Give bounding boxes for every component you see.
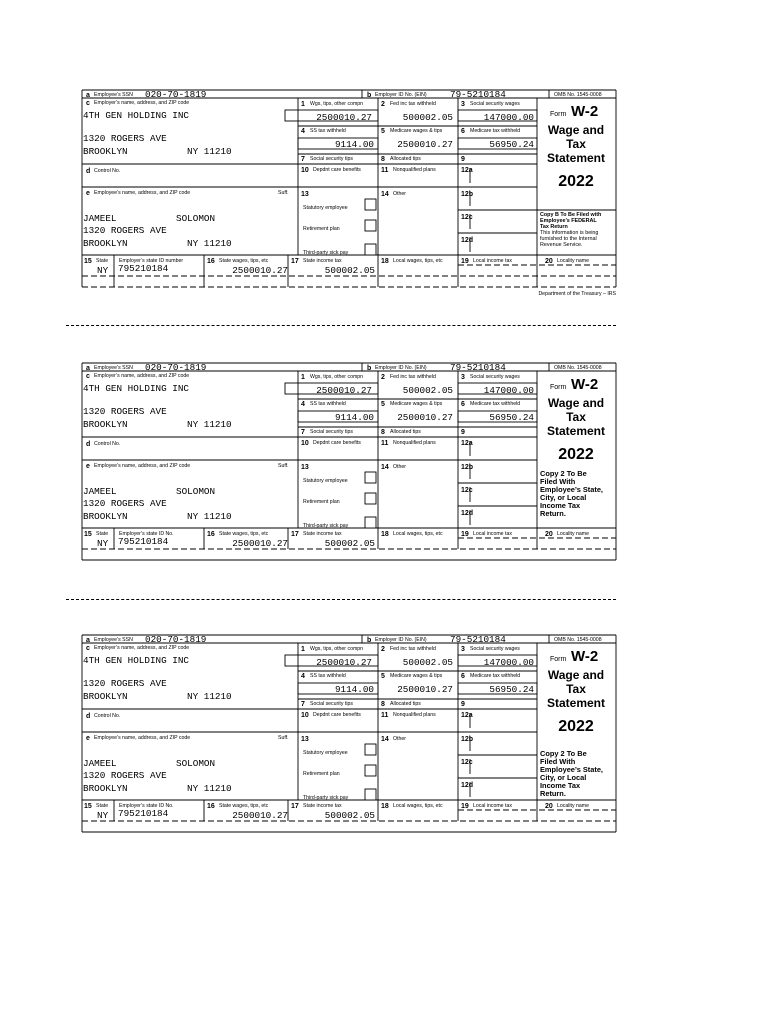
box-c-letter: c [86, 645, 90, 652]
box-a-letter: a [86, 637, 90, 644]
ssn-value: 020-70-1819 [145, 89, 207, 100]
tax-year: 2022 [558, 718, 594, 735]
box-e-letter: e [86, 735, 90, 742]
box8-number: 8 [381, 701, 385, 708]
box15-number: 15 [84, 803, 92, 810]
box18-label: Local wages, tips, etc [393, 531, 443, 537]
statutory-employee-checkbox[interactable] [365, 472, 376, 483]
state-id-value: 795210184 [118, 263, 169, 274]
third-party-sick-pay-checkbox[interactable] [365, 789, 376, 800]
statutory-employee-checkbox[interactable] [365, 744, 376, 755]
ein-value: 79-5210184 [450, 634, 506, 645]
employee-state-zip: NY 11210 [187, 511, 232, 522]
box16-value: 2500010.27 [232, 810, 288, 821]
employee-first-name: JAMEEL [83, 758, 117, 769]
box16-value: 2500010.27 [232, 538, 288, 549]
box4-label: SS tax withheld [310, 128, 346, 134]
box17-label: State income tax [303, 531, 342, 537]
employer-state-zip: NY 11210 [187, 146, 232, 157]
employer-name: 4TH GEN HOLDING INC [83, 655, 190, 666]
box18-label: Local wages, tips, etc [393, 258, 443, 264]
box-a-label: Employee’s SSN [94, 365, 133, 371]
box6-value: 56950.24 [489, 139, 534, 150]
title-line1: Wage and [547, 396, 605, 410]
employee-state-zip: NY 11210 [187, 238, 232, 249]
copy-line4: City, or Local [540, 493, 587, 502]
box6-number: 6 [461, 401, 465, 408]
title-line2: Tax [566, 137, 586, 151]
box9-number: 9 [461, 701, 465, 708]
form-name: W-2 [571, 103, 599, 120]
box8-label: Allocated tips [390, 701, 421, 707]
box1-label: Wgs, tips, other compn [310, 646, 364, 652]
box-b-label: Employer ID No. (EIN) [375, 637, 427, 643]
box20-label: Locality name [557, 531, 590, 537]
box7-number: 7 [301, 701, 305, 708]
box3-label: Social security wages [470, 101, 520, 107]
box16-label: State wages, tips, etc [219, 258, 269, 264]
box3-number: 3 [461, 646, 465, 653]
state-value: NY [97, 810, 109, 821]
box-d-label: Control No. [94, 168, 121, 174]
box2-value: 500002.05 [402, 112, 453, 123]
ein-value: 79-5210184 [450, 362, 506, 373]
box4-label: SS tax withheld [310, 673, 346, 679]
box2-number: 2 [381, 374, 385, 381]
employee-city: BROOKLYN [83, 238, 128, 249]
box9-number: 9 [461, 156, 465, 163]
box5-label: Medicare wages & tips [390, 673, 443, 679]
title-line3: Statement [546, 424, 606, 438]
state-id-value: 795210184 [118, 808, 169, 819]
box19-number: 19 [461, 258, 469, 265]
box14-number: 14 [381, 736, 389, 743]
box19-number: 19 [461, 803, 469, 810]
box5-number: 5 [381, 673, 385, 680]
box4-value: 9114.00 [334, 684, 374, 695]
box16-label: State wages, tips, etc [219, 531, 269, 537]
statutory-employee-label: Statutory employee [303, 478, 348, 484]
retirement-plan-checkbox[interactable] [365, 765, 376, 776]
box-e-letter: e [86, 190, 90, 197]
box7-label: Social security tips [310, 701, 353, 707]
copy-line5: Income Tax [540, 781, 581, 790]
box20-label: Locality name [557, 258, 590, 264]
third-party-sick-pay-label: Third-party sick pay [303, 795, 349, 801]
box8-label: Allocated tips [390, 156, 421, 162]
box7-label: Social security tips [310, 429, 353, 435]
suffix-label: Suff. [278, 463, 289, 469]
box10-number: 10 [301, 440, 309, 447]
box1-number: 1 [301, 101, 305, 108]
box6-label: Medicare tax withheld [470, 673, 521, 679]
tax-year: 2022 [558, 173, 594, 190]
w2-grid [82, 363, 616, 563]
box12b-number: 12b [461, 464, 474, 471]
box17-value: 500002.05 [324, 265, 375, 276]
third-party-sick-pay-checkbox[interactable] [365, 517, 376, 528]
box17-number: 17 [291, 531, 299, 538]
box13-number: 13 [301, 464, 309, 471]
suffix-label: Suff. [278, 735, 289, 741]
omb-number: OMB No. 1545-0008 [554, 637, 602, 643]
suffix-label: Suff. [278, 190, 289, 196]
box3-number: 3 [461, 374, 465, 381]
box3-number: 3 [461, 101, 465, 108]
box-a-label: Employee’s SSN [94, 92, 133, 98]
retirement-plan-label: Retirement plan [303, 499, 340, 505]
box15-label: State [96, 258, 109, 264]
title-line1: Wage and [547, 668, 605, 682]
box1-value: 2500010.27 [316, 112, 372, 123]
box8-label: Allocated tips [390, 429, 421, 435]
box5-label: Medicare wages & tips [390, 401, 443, 407]
state-value: NY [97, 265, 109, 276]
box5-label: Medicare wages & tips [390, 128, 443, 134]
title-line2: Tax [566, 410, 586, 424]
box-c-label: Employer’s name, address, and ZIP code [94, 645, 190, 651]
box15-id-label: Employer’s state ID number [119, 258, 184, 264]
box7-number: 7 [301, 429, 305, 436]
statutory-employee-checkbox[interactable] [365, 199, 376, 210]
box-d-letter: d [86, 168, 91, 175]
ssn-value: 020-70-1819 [145, 634, 207, 645]
box7-number: 7 [301, 156, 305, 163]
box-b-letter: b [367, 92, 372, 99]
copy-line6: Return. [540, 789, 566, 798]
box-c-label: Employer’s name, address, and ZIP code [94, 373, 190, 379]
copy-line1: Copy 2 To Be [540, 749, 587, 758]
box10-number: 10 [301, 712, 309, 719]
box20-label: Locality name [557, 803, 590, 809]
retirement-plan-checkbox[interactable] [365, 493, 376, 504]
tax-year: 2022 [558, 446, 594, 463]
box5-number: 5 [381, 401, 385, 408]
box11-label: Nonqualified plans [393, 167, 436, 173]
box4-value: 9114.00 [334, 412, 374, 423]
box-b-label: Employer ID No. (EIN) [375, 365, 427, 371]
box-c-label: Employer’s name, address, and ZIP code [94, 100, 190, 106]
box14-number: 14 [381, 191, 389, 198]
box20-number: 20 [545, 258, 553, 265]
box5-value: 2500010.27 [397, 139, 453, 150]
box6-label: Medicare tax withheld [470, 401, 521, 407]
retirement-plan-label: Retirement plan [303, 771, 340, 777]
title-line2: Tax [566, 682, 586, 696]
box12d-number: 12d [461, 510, 474, 517]
box15-id-label: Employer’s state ID No. [119, 803, 174, 809]
statutory-employee-label: Statutory employee [303, 205, 348, 211]
box2-number: 2 [381, 101, 385, 108]
copy-line5: furnished to the Internal [540, 236, 597, 242]
w2-form-copy-2-second [82, 635, 616, 835]
box13-number: 13 [301, 736, 309, 743]
box18-label: Local wages, tips, etc [393, 803, 443, 809]
box4-value: 9114.00 [334, 139, 374, 150]
box-a-letter: a [86, 92, 90, 99]
title-line3: Statement [546, 151, 606, 165]
employer-street: 1320 ROGERS AVE [83, 133, 167, 144]
box-b-label: Employer ID No. (EIN) [375, 92, 427, 98]
box16-number: 16 [207, 258, 215, 265]
box-a-label: Employee’s SSN [94, 637, 133, 643]
box15-number: 15 [84, 258, 92, 265]
box12b-number: 12b [461, 736, 474, 743]
box11-label: Nonqualified plans [393, 712, 436, 718]
box5-value: 2500010.27 [397, 684, 453, 695]
box2-label: Fed inc tax withheld [390, 101, 436, 107]
box2-value: 500002.05 [402, 385, 453, 396]
employer-state-zip: NY 11210 [187, 691, 232, 702]
box3-label: Social security wages [470, 374, 520, 380]
box-b-letter: b [367, 637, 372, 644]
form-word: Form [550, 384, 567, 391]
box11-number: 11 [381, 712, 389, 719]
employer-city: BROOKLYN [83, 419, 128, 430]
employer-name: 4TH GEN HOLDING INC [83, 383, 190, 394]
box6-label: Medicare tax withheld [470, 128, 521, 134]
box16-value: 2500010.27 [232, 265, 288, 276]
box12d-number: 12d [461, 782, 474, 789]
title-line3: Statement [546, 696, 606, 710]
box20-number: 20 [545, 803, 553, 810]
box12c-number: 12c [461, 759, 473, 766]
copy-line3: Employee’s State, [540, 485, 603, 494]
state-id-value: 795210184 [118, 536, 169, 547]
box-a-letter: a [86, 365, 90, 372]
box19-label: Local income tax [473, 531, 512, 537]
box14-number: 14 [381, 464, 389, 471]
employer-city: BROOKLYN [83, 146, 128, 157]
box6-value: 56950.24 [489, 684, 534, 695]
employee-city: BROOKLYN [83, 511, 128, 522]
box-c-letter: c [86, 100, 90, 107]
box-e-label: Employee’s name, address, and ZIP code [94, 463, 191, 469]
box2-value: 500002.05 [402, 657, 453, 668]
box12c-number: 12c [461, 214, 473, 221]
employer-name: 4TH GEN HOLDING INC [83, 110, 190, 121]
box17-number: 17 [291, 258, 299, 265]
box12a-number: 12a [461, 167, 473, 174]
copy-line4: City, or Local [540, 773, 587, 782]
employee-last-name: SOLOMON [176, 758, 216, 769]
box5-value: 2500010.27 [397, 412, 453, 423]
box12c-number: 12c [461, 487, 473, 494]
employee-street: 1320 ROGERS AVE [83, 498, 167, 509]
form-name: W-2 [571, 648, 599, 665]
box19-label: Local income tax [473, 803, 512, 809]
employee-city: BROOKLYN [83, 783, 128, 794]
box8-number: 8 [381, 429, 385, 436]
box-d-label: Control No. [94, 441, 121, 447]
w2-form-copy-2 [82, 363, 616, 563]
copy-line1: Copy 2 To Be [540, 469, 587, 478]
cut-line-separator [66, 599, 616, 600]
copy-line3: Employee’s State, [540, 765, 603, 774]
box14-label: Other [393, 191, 406, 197]
copy-line3: Tax Return [540, 224, 568, 230]
box16-number: 16 [207, 531, 215, 538]
title-line1: Wage and [547, 123, 605, 137]
box10-number: 10 [301, 167, 309, 174]
box18-number: 18 [381, 258, 389, 265]
box6-value: 56950.24 [489, 412, 534, 423]
box-d-label: Control No. [94, 713, 121, 719]
form-word: Form [550, 656, 567, 663]
box1-label: Wgs, tips, other compn [310, 374, 364, 380]
employee-street: 1320 ROGERS AVE [83, 225, 167, 236]
box5-number: 5 [381, 128, 385, 135]
box2-label: Fed inc tax withheld [390, 374, 436, 380]
cut-line-separator [66, 325, 616, 326]
box-e-label: Employee’s name, address, and ZIP code [94, 190, 191, 196]
box8-number: 8 [381, 156, 385, 163]
employee-first-name: JAMEEL [83, 213, 117, 224]
box14-label: Other [393, 736, 406, 742]
box3-value: 147000.00 [483, 657, 534, 668]
omb-number: OMB No. 1545-0008 [554, 365, 602, 371]
copy-line6: Revenue Service. [540, 242, 583, 248]
copy-line2: Employee’s FEDERAL [540, 218, 597, 224]
box1-number: 1 [301, 374, 305, 381]
box7-label: Social security tips [310, 156, 353, 162]
retirement-plan-checkbox[interactable] [365, 220, 376, 231]
box3-value: 147000.00 [483, 385, 534, 396]
employer-street: 1320 ROGERS AVE [83, 678, 167, 689]
box15-label: State [96, 803, 109, 809]
box19-number: 19 [461, 531, 469, 538]
copy-line6: Return. [540, 509, 566, 518]
box12b-number: 12b [461, 191, 474, 198]
box12a-number: 12a [461, 440, 473, 447]
form-name: W-2 [571, 376, 599, 393]
box20-number: 20 [545, 531, 553, 538]
box17-value: 500002.05 [324, 810, 375, 821]
box11-label: Nonqualified plans [393, 440, 436, 446]
box18-number: 18 [381, 531, 389, 538]
box12a-number: 12a [461, 712, 473, 719]
box1-value: 2500010.27 [316, 657, 372, 668]
box4-number: 4 [301, 401, 305, 408]
box-e-letter: e [86, 463, 90, 470]
box15-label: State [96, 531, 109, 537]
w2-grid [82, 90, 616, 302]
box9-number: 9 [461, 429, 465, 436]
employer-street: 1320 ROGERS AVE [83, 406, 167, 417]
box6-number: 6 [461, 128, 465, 135]
employee-first-name: JAMEEL [83, 486, 117, 497]
box6-number: 6 [461, 673, 465, 680]
w2-grid [82, 635, 616, 835]
employee-state-zip: NY 11210 [187, 783, 232, 794]
copy-line5: Income Tax [540, 501, 581, 510]
box-c-letter: c [86, 373, 90, 380]
box3-label: Social security wages [470, 646, 520, 652]
box11-number: 11 [381, 167, 389, 174]
copy-line2: Filed With [540, 477, 576, 486]
retirement-plan-label: Retirement plan [303, 226, 340, 232]
box13-number: 13 [301, 191, 309, 198]
box15-id-label: Employer’s state ID No. [119, 531, 174, 537]
box4-number: 4 [301, 673, 305, 680]
employee-street: 1320 ROGERS AVE [83, 770, 167, 781]
state-value: NY [97, 538, 109, 549]
box12d-number: 12d [461, 237, 474, 244]
w2-form-copy-b [82, 90, 616, 302]
box10-label: Depdnt care benefits [313, 440, 361, 446]
box17-value: 500002.05 [324, 538, 375, 549]
employer-state-zip: NY 11210 [187, 419, 232, 430]
third-party-sick-pay-label: Third-party sick pay [303, 523, 349, 529]
box2-label: Fed inc tax withheld [390, 646, 436, 652]
box4-number: 4 [301, 128, 305, 135]
box17-number: 17 [291, 803, 299, 810]
box-d-letter: d [86, 441, 91, 448]
box1-label: Wgs, tips, other compn [310, 101, 364, 107]
third-party-sick-pay-checkbox[interactable] [365, 244, 376, 255]
box17-label: State income tax [303, 258, 342, 264]
box1-number: 1 [301, 646, 305, 653]
employee-last-name: SOLOMON [176, 213, 216, 224]
statutory-employee-label: Statutory employee [303, 750, 348, 756]
box-d-letter: d [86, 713, 91, 720]
box1-value: 2500010.27 [316, 385, 372, 396]
copy-line2: Filed With [540, 757, 576, 766]
box-e-label: Employee’s name, address, and ZIP code [94, 735, 191, 741]
third-party-sick-pay-label: Third-party sick pay [303, 250, 349, 256]
department-footer: Department of the Treasury – IRS [538, 291, 616, 297]
omb-number: OMB No. 1545-0008 [554, 92, 602, 98]
box10-label: Depdnt care benefits [313, 167, 361, 173]
box19-label: Local income tax [473, 258, 512, 264]
box-b-letter: b [367, 365, 372, 372]
box4-label: SS tax withheld [310, 401, 346, 407]
box18-number: 18 [381, 803, 389, 810]
box11-number: 11 [381, 440, 389, 447]
box16-label: State wages, tips, etc [219, 803, 269, 809]
box3-value: 147000.00 [483, 112, 534, 123]
employee-last-name: SOLOMON [176, 486, 216, 497]
copy-line4: This information is being [540, 230, 599, 236]
copy-line1: Copy B To Be Filed with [540, 212, 602, 218]
box17-label: State income tax [303, 803, 342, 809]
box10-label: Depdnt care benefits [313, 712, 361, 718]
form-word: Form [550, 111, 567, 118]
box15-number: 15 [84, 531, 92, 538]
box2-number: 2 [381, 646, 385, 653]
ssn-value: 020-70-1819 [145, 362, 207, 373]
box16-number: 16 [207, 803, 215, 810]
ein-value: 79-5210184 [450, 89, 506, 100]
box14-label: Other [393, 464, 406, 470]
employer-city: BROOKLYN [83, 691, 128, 702]
